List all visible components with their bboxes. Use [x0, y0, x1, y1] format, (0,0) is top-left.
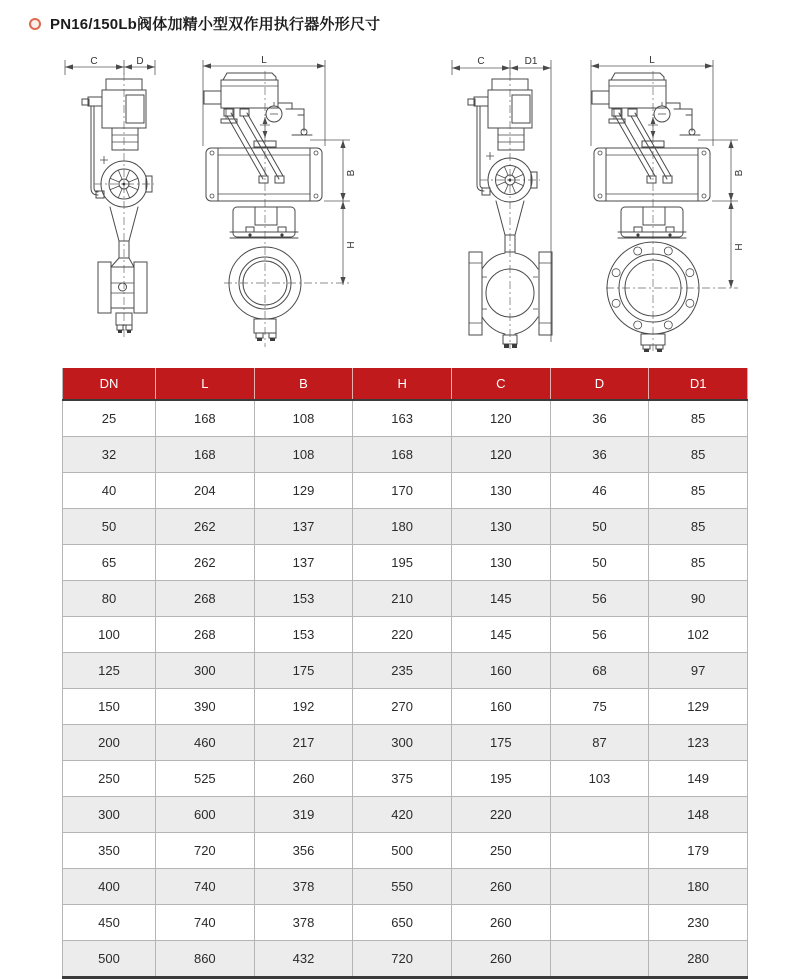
dimension-cell: 125: [63, 653, 156, 689]
table-row: [63, 581, 748, 617]
dimension-cell: 420: [353, 797, 452, 833]
page-title: PN16/150Lb阀体加精小型双作用执行器外形尺寸: [50, 16, 381, 33]
dimension-cell: 650: [353, 905, 452, 941]
header-row: [63, 368, 748, 400]
dimension-cell: 220: [353, 617, 452, 653]
dimension-cell: 153: [254, 617, 353, 653]
dimension-cell: 36: [550, 400, 649, 437]
dimension-cell: 740: [156, 869, 255, 905]
table-header: [63, 368, 748, 400]
table-row: [63, 725, 748, 761]
dimension-cell: 85: [649, 545, 748, 581]
dimension-cell: 175: [254, 653, 353, 689]
dimension-cell: 319: [254, 797, 353, 833]
dimension-cell: 129: [649, 689, 748, 725]
mounting-bracket: [230, 207, 298, 238]
table-row: [63, 437, 748, 473]
dimension-cell: 129: [254, 473, 353, 509]
dimension-cell: 137: [254, 509, 353, 545]
dimension-cell: 235: [353, 653, 452, 689]
dimension-cell: 85: [649, 509, 748, 545]
dim-label-l: L: [649, 55, 655, 66]
mounting-bracket: [618, 207, 686, 238]
table-row: [63, 869, 748, 905]
table-row: [63, 473, 748, 509]
column-header: D1: [649, 368, 748, 400]
dimension-cell: 500: [353, 833, 452, 869]
dimension-cell: 195: [353, 545, 452, 581]
dimension-cell: 175: [451, 725, 550, 761]
dimension-cell: 90: [649, 581, 748, 617]
dimension-cell: 195: [451, 761, 550, 797]
dimension-cell: 120: [451, 400, 550, 437]
dimension-cell: 68: [550, 653, 649, 689]
column-header: DN: [63, 368, 156, 400]
dimension-cell: 204: [156, 473, 255, 509]
column-header: H: [353, 368, 452, 400]
dimension-cell: [550, 905, 649, 941]
dimension-cell: 375: [353, 761, 452, 797]
dimension-cell: 103: [550, 761, 649, 797]
dimension-cell: 432: [254, 941, 353, 978]
dimension-cell: 525: [156, 761, 255, 797]
dim-label-h: H: [734, 243, 745, 251]
dimension-cell: 450: [63, 905, 156, 941]
valve-body: [469, 201, 552, 348]
dimension-cell: 350: [63, 833, 156, 869]
dimension-cell: 270: [353, 689, 452, 725]
valve-body: [98, 207, 147, 333]
dimension-cell: 97: [649, 653, 748, 689]
dimension-cell: 123: [649, 725, 748, 761]
table-row: [63, 941, 748, 978]
page-title-row: [29, 13, 380, 34]
dimension-cell: 262: [156, 545, 255, 581]
dimension-cell: 179: [649, 833, 748, 869]
table-row: [63, 797, 748, 833]
column-header: D: [550, 368, 649, 400]
actuator: [468, 79, 540, 202]
dimension-lines: [65, 56, 155, 75]
dimension-cell: 87: [550, 725, 649, 761]
dimension-cell: 149: [649, 761, 748, 797]
dimension-cell: 200: [63, 725, 156, 761]
dimension-cell: 56: [550, 617, 649, 653]
dimension-cell: 170: [353, 473, 452, 509]
dimension-cell: 130: [451, 545, 550, 581]
dimension-cell: 250: [63, 761, 156, 797]
dimension-cell: 356: [254, 833, 353, 869]
table-row: [63, 617, 748, 653]
table-row: [63, 400, 748, 437]
air-tubes: [224, 109, 284, 183]
dimension-cell: 100: [63, 617, 156, 653]
dimension-cell: 230: [649, 905, 748, 941]
ring-bullet-icon: [29, 18, 41, 30]
valve-body: [229, 247, 301, 341]
column-header: L: [156, 368, 255, 400]
column-header: B: [254, 368, 353, 400]
pneumatic-cylinder: [594, 148, 710, 201]
dimension-cell: 217: [254, 725, 353, 761]
dimension-cell: 500: [63, 941, 156, 978]
dimension-cell: 740: [156, 905, 255, 941]
dimension-cell: 220: [451, 797, 550, 833]
dimension-cell: 150: [63, 689, 156, 725]
table-row: [63, 761, 748, 797]
table-row: [63, 545, 748, 581]
dimension-cell: 130: [451, 509, 550, 545]
dimension-cell: 720: [353, 941, 452, 978]
dimension-cell: 300: [156, 653, 255, 689]
dimension-cell: 860: [156, 941, 255, 978]
dimension-cell: 168: [156, 400, 255, 437]
dimension-cell: 180: [353, 509, 452, 545]
dim-label-d1: D1: [524, 56, 538, 67]
dimension-cell: 460: [156, 725, 255, 761]
dimensions-table: [62, 368, 748, 979]
dimension-cell: 40: [63, 473, 156, 509]
dimension-cell: [550, 869, 649, 905]
dimension-cell: 85: [649, 400, 748, 437]
drawing-flanged-valve-front-view: [578, 55, 753, 355]
dimension-cell: 32: [63, 437, 156, 473]
dimension-cell: 168: [156, 437, 255, 473]
dimension-cell: 192: [254, 689, 353, 725]
dimension-cell: 85: [649, 437, 748, 473]
dim-label-c: C: [90, 56, 98, 67]
positioner: [592, 73, 700, 135]
dimension-cell: 50: [550, 545, 649, 581]
dimension-cell: [550, 941, 649, 978]
table-row: [63, 509, 748, 545]
dimension-cell: 25: [63, 400, 156, 437]
pneumatic-cylinder: [206, 148, 322, 201]
dimension-cell: 137: [254, 545, 353, 581]
dimension-cell: 148: [649, 797, 748, 833]
dimension-cell: 262: [156, 509, 255, 545]
dimension-cell: 108: [254, 437, 353, 473]
column-header: C: [451, 368, 550, 400]
drawing-wafer-valve-front-view: [190, 55, 365, 355]
actuator: [82, 79, 154, 207]
dimension-cell: 390: [156, 689, 255, 725]
dimension-cell: 36: [550, 437, 649, 473]
table-row: [63, 833, 748, 869]
dimension-cell: 168: [353, 437, 452, 473]
dim-label-d: D: [136, 56, 144, 67]
dim-label-c: C: [477, 56, 485, 67]
dim-label-b: B: [734, 169, 745, 177]
dimension-cell: 268: [156, 617, 255, 653]
dimension-cell: 550: [353, 869, 452, 905]
table-row: [63, 653, 748, 689]
drawing-flanged-valve-side-view: [425, 55, 560, 355]
dimension-cell: 153: [254, 581, 353, 617]
dimension-cell: 720: [156, 833, 255, 869]
dimension-cell: 260: [451, 941, 550, 978]
air-tubes: [612, 109, 672, 183]
dimension-cell: 378: [254, 869, 353, 905]
dimension-cell: 378: [254, 905, 353, 941]
table-row: [63, 689, 748, 725]
dimension-cell: 163: [353, 400, 452, 437]
dimension-lines: [452, 56, 551, 342]
dimension-cell: 145: [451, 581, 550, 617]
dimension-cell: 260: [254, 761, 353, 797]
dimension-cell: 120: [451, 437, 550, 473]
dimension-cell: 260: [451, 905, 550, 941]
dimension-cell: 400: [63, 869, 156, 905]
dimension-cell: 102: [649, 617, 748, 653]
table-row: [63, 905, 748, 941]
dimension-cell: 56: [550, 581, 649, 617]
dimension-cell: 300: [63, 797, 156, 833]
dimension-cell: 65: [63, 545, 156, 581]
positioner: [204, 73, 312, 135]
dimension-cell: 75: [550, 689, 649, 725]
dimension-cell: 260: [451, 869, 550, 905]
table-body: [63, 400, 748, 978]
dimension-cell: 50: [550, 509, 649, 545]
dimension-cell: 145: [451, 617, 550, 653]
dimension-cell: 46: [550, 473, 649, 509]
dim-label-b: B: [346, 169, 357, 177]
dimension-cell: 300: [353, 725, 452, 761]
dimension-cell: 130: [451, 473, 550, 509]
dimension-cell: 250: [451, 833, 550, 869]
dimension-cell: 160: [451, 689, 550, 725]
dimension-cell: 160: [451, 653, 550, 689]
dimension-cell: [550, 833, 649, 869]
dimension-cell: 280: [649, 941, 748, 978]
dimension-cell: 268: [156, 581, 255, 617]
dimension-cell: 600: [156, 797, 255, 833]
dimension-cell: 85: [649, 473, 748, 509]
dim-label-l: L: [261, 55, 267, 66]
dimension-cell: [550, 797, 649, 833]
drawing-wafer-valve-side-view: [40, 55, 170, 355]
dimension-cell: 180: [649, 869, 748, 905]
dimension-cell: 108: [254, 400, 353, 437]
dimension-cell: 50: [63, 509, 156, 545]
dimension-cell: 80: [63, 581, 156, 617]
dim-label-h: H: [346, 241, 357, 249]
dimension-cell: 210: [353, 581, 452, 617]
